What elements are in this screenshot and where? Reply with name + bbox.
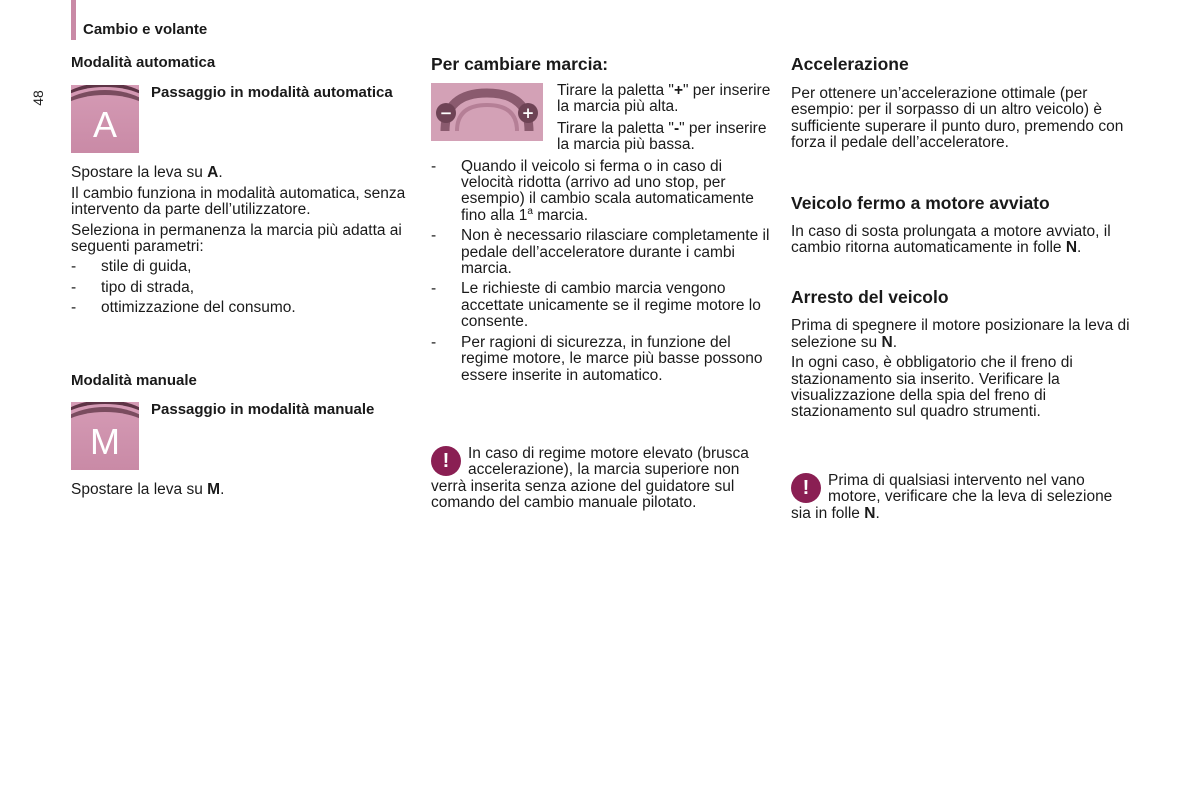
vehicle-stop-text-1: Prima di spegnere il motore posizionare la leva di selezione su N.: [791, 317, 1130, 351]
warning-icon: !: [791, 473, 821, 503]
automatic-mode-letter: A: [92, 104, 117, 146]
list-item: - Per ragioni di sicurezza, in funzione del regime motore, le marce più basse possono essere inserite in automatico.: [431, 335, 771, 384]
list-item: - Le richieste di cambio marcia vengono accettate unicamente se il regime motore lo consente.: [431, 281, 771, 330]
header-accent-bar: [71, 0, 76, 40]
list-item: - stile di guida,: [71, 259, 411, 275]
automatic-description: Il cambio funziona in modalità automatica, senza intervento da parte dell’utilizzatore.: [71, 184, 406, 219]
section-title: Cambio e volante: [83, 21, 208, 38]
stopped-engine-running-heading: Veicolo fermo a motore avviato: [791, 192, 1050, 213]
automatic-parameters-list: [71, 259, 411, 316]
gear-change-heading: Per cambiare marcia:: [431, 54, 609, 74]
automatic-mode-row: [71, 85, 411, 153]
list-item: - Quando il veicolo si ferma o in caso di velocità ridotta (arrivo ad uno stop, per esempio) il cambio scala automaticamente fino alla 1$^a$ marcia.: [431, 159, 771, 225]
automatic-mode-icon: [71, 85, 139, 153]
gear-change-notes: [431, 159, 771, 384]
vehicle-stop-text-2: In ogni caso, è obbligatorio che il freno di stazionamento sia inserito. Verificare la visualizzazione della spia del freno di stazionamento sul quadro strumenti.: [791, 354, 1073, 421]
automatic-parameters-intro: Seleziona in permanenza la marcia più adatta ai seguenti parametri:: [71, 221, 402, 256]
steering-paddles-icon: [431, 83, 543, 141]
manual-mode-heading: Modalità manuale: [71, 371, 197, 389]
automatic-mode-label: Passaggio in modalità automatica: [151, 84, 393, 102]
left-column: [71, 55, 411, 498]
list-item: - Non è necessario rilasciare completamente il pedale dell’acceleratore durante i cambi marcia.: [431, 228, 771, 277]
paddle-instructions: [431, 83, 771, 154]
vehicle-stop-heading: Arresto del veicolo: [791, 287, 949, 308]
right-column: [791, 55, 1136, 522]
engine-bay-warning: [791, 473, 1136, 522]
automatic-mode-heading: Modalità automatica: [71, 54, 216, 71]
manual-mode-row: [71, 402, 411, 470]
automatic-move-instruction: Spostare la leva su A.: [71, 164, 223, 182]
stopped-engine-running-text: In caso di sosta prolungata a motore avviato, il cambio ritorna automaticamente in folle N.: [791, 222, 1111, 257]
acceleration-heading: Accelerazione: [791, 54, 909, 74]
list-item: - tipo di strada,: [71, 280, 411, 296]
paddle-plus-glyph: +: [521, 104, 535, 122]
high-rpm-warning-text: In caso di regime motore elevato (brusca accelerazione), la marcia superiore non verrà inserita senza azione del guidatore sul comando del cambio manuale pilotato.: [431, 444, 749, 512]
acceleration-text: Per ottenere un’accelerazione ottimale (per esempio: per il sorpasso di un altro veicolo) è sufficiente superare il punto duro, premendo con forza il pedale dell’acceleratore.: [791, 85, 1124, 152]
manual-mode-icon: [71, 402, 139, 470]
paddle-plus-instruction: Tirare la paletta "+" per inserire la marcia più alta.: [557, 82, 771, 116]
page-number: 48: [30, 90, 46, 106]
paddle-minus-glyph: −: [439, 104, 453, 122]
warning-icon: !: [431, 446, 461, 476]
list-item: - ottimizzazione del consumo.: [71, 300, 411, 316]
high-rpm-warning: [431, 446, 771, 512]
paddle-text: [557, 83, 771, 154]
engine-bay-warning-text: Prima di qualsiasi intervento nel vano motore, verificare che la leva di selezione sia in folle N.: [791, 471, 1113, 522]
manual-move-instruction: Spostare la leva su M.: [71, 481, 225, 499]
steering-wheel-icon: [431, 83, 543, 141]
middle-column: [431, 55, 771, 512]
manual-mode-label: Passaggio in modalità manuale: [151, 401, 375, 419]
paddle-minus-instruction: Tirare la paletta "-" per inserire la marcia più bassa.: [557, 119, 767, 154]
manual-mode-letter: M: [90, 421, 120, 463]
